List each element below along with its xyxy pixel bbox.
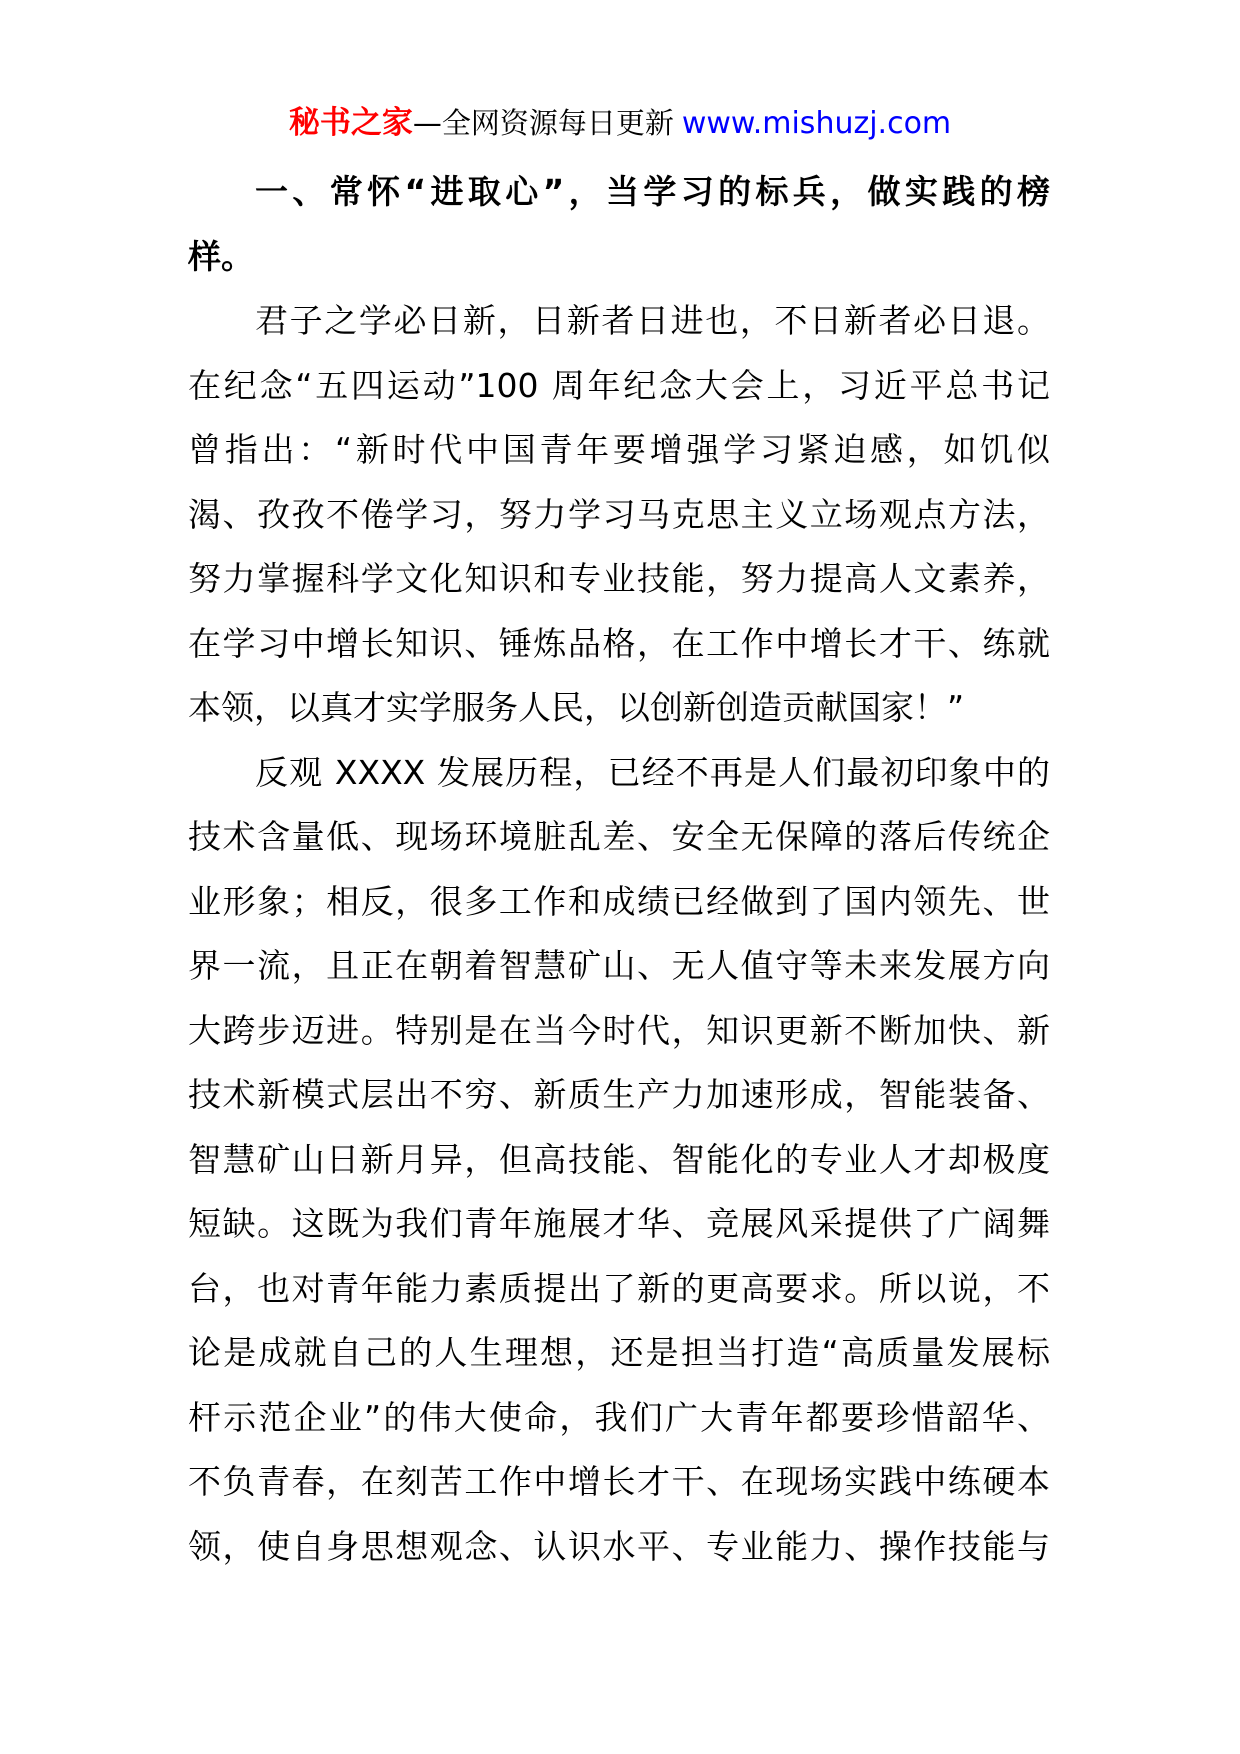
paragraph-line: 智慧矿山日新月异，但高技能、智能化的专业人才却极度: [188, 1139, 1050, 1179]
paragraph-line: 渴、孜孜不倦学习，努力学习马克思主义立场观点方法，: [188, 494, 1050, 534]
paragraph-line: 技术新模式层出不穷、新质生产力加速形成，智能装备、: [188, 1075, 1050, 1114]
paragraph-line: 技术含量低、现场环境脏乱差、安全无保障的落后传统企: [188, 817, 1050, 856]
section-heading-line: 一、常怀“进取心”，当学习的标兵，做实践的榜: [255, 172, 1050, 211]
paragraph-line: 反观 XXXX 发展历程，已经不再是人们最初印象中的: [255, 752, 1050, 792]
paragraph-line: 界一流，且正在朝着智慧矿山、无人值守等未来发展方向: [188, 946, 1050, 985]
paragraph-line: 本领，以真才实学服务人民，以创新创造贡献国家！”: [188, 688, 965, 727]
paragraph-line: 君子之学必日新，日新者日进也，不日新者必日退。: [255, 301, 1050, 340]
site-header: [0, 100, 1240, 146]
paragraph-line: 杆示范企业”的伟大使命，我们广大青年都要珍惜韶华、: [188, 1397, 1050, 1437]
paragraph-line: 努力掌握科学文化知识和专业技能，努力提高人文素养，: [188, 559, 1050, 598]
brand-name: 秘书之家: [288, 105, 413, 141]
document-body: [188, 160, 1050, 1579]
paragraph-line: 在纪念“五四运动”100 周年纪念大会上，习近平总书记: [188, 365, 1050, 405]
paragraph-line: 论是成就自己的人生理想，还是担当打造“高质量发展标: [188, 1333, 1050, 1372]
paragraph-line: 大跨步迈进。特别是在当今时代，知识更新不断加快、新: [188, 1010, 1050, 1050]
paragraph-line: 短缺。这既为我们青年施展才华、竞展风采提供了广阔舞: [188, 1204, 1050, 1243]
paragraph-line: 业形象；相反，很多工作和成绩已经做到了国内领先、世: [188, 881, 1050, 921]
header-tagline: —全网资源每日更新: [412, 106, 674, 140]
paragraph-line: 台，也对青年能力素质提出了新的更高要求。所以说，不: [188, 1268, 1050, 1308]
paragraph-line: 在学习中增长知识、锤炼品格，在工作中增长才干、练就: [188, 623, 1050, 663]
site-url: www.mishuzj.com: [681, 106, 952, 141]
paragraph: [188, 741, 1050, 1580]
paragraph-line: 曾指出：“新时代中国青年要增强学习紧迫感，如饥似: [188, 430, 1050, 469]
paragraph: [188, 289, 1050, 741]
paragraph-line: 不负青春，在刻苦工作中增长才干、在现场实践中练硬本: [188, 1462, 1050, 1501]
paragraph-line: 领，使自身思想观念、认识水平、专业能力、操作技能与: [188, 1526, 1050, 1566]
section-heading-line: 样。: [188, 236, 254, 276]
section-heading: [188, 160, 1050, 289]
